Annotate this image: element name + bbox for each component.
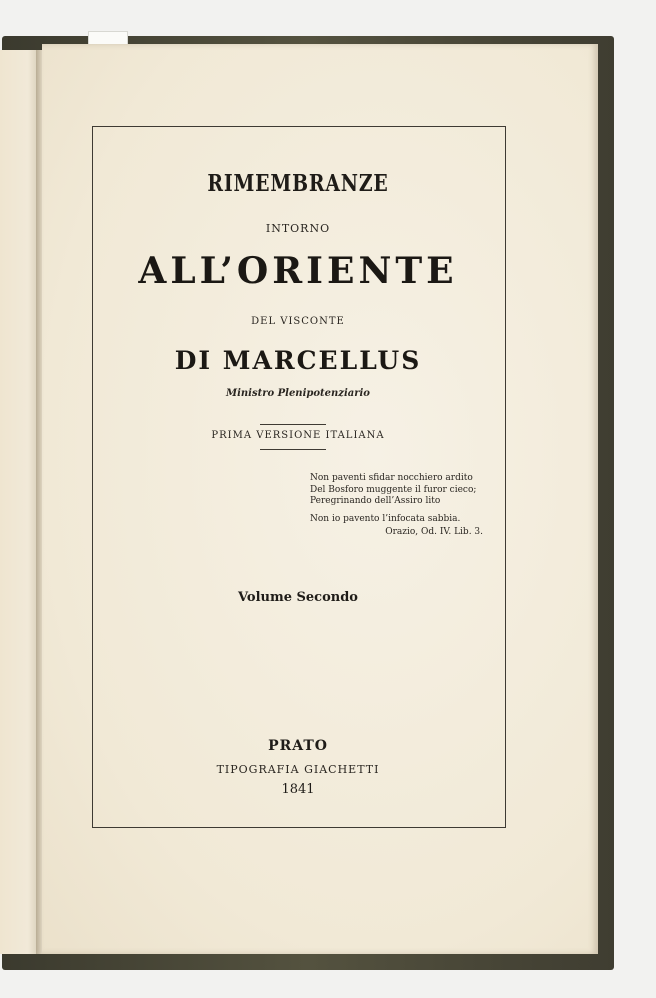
- epigraph-line: Del Bosforo muggente il furor cieco;: [310, 484, 477, 495]
- epigraph: [310, 473, 495, 539]
- author-prefix: DEL VISCONTE: [251, 316, 345, 327]
- imprint-place: PRATO: [268, 738, 328, 754]
- epigraph-line: Peregrinando dell’Assiro lito: [310, 496, 441, 506]
- left-page-edge: [0, 50, 40, 954]
- title-line-1: RIMEMBRANZE: [207, 170, 389, 197]
- imprint-printer: TIPOGRAFIA GIACHETTI: [216, 763, 380, 776]
- epigraph-citation: Orazio, Od. IV. Lib. 3.: [385, 527, 483, 537]
- volume-label: Volume Secondo: [238, 590, 358, 605]
- divider-rule-bottom: [260, 449, 326, 450]
- epigraph-line: Non paventi sfidar nocchiero ardito: [310, 473, 473, 483]
- divider-rule-top: [260, 424, 326, 425]
- author-role: Ministro Plenipotenziario: [226, 388, 370, 399]
- imprint-year: 1841: [281, 782, 315, 797]
- author-name: DI MARCELLUS: [174, 346, 422, 375]
- main-title: ALL’ORIENTE: [138, 250, 458, 292]
- edition-statement: PRIMA VERSIONE ITALIANA: [211, 430, 385, 441]
- epigraph-line: Non io pavento l’infocata sabbia.: [310, 513, 461, 524]
- title-line-2: INTORNO: [265, 222, 331, 235]
